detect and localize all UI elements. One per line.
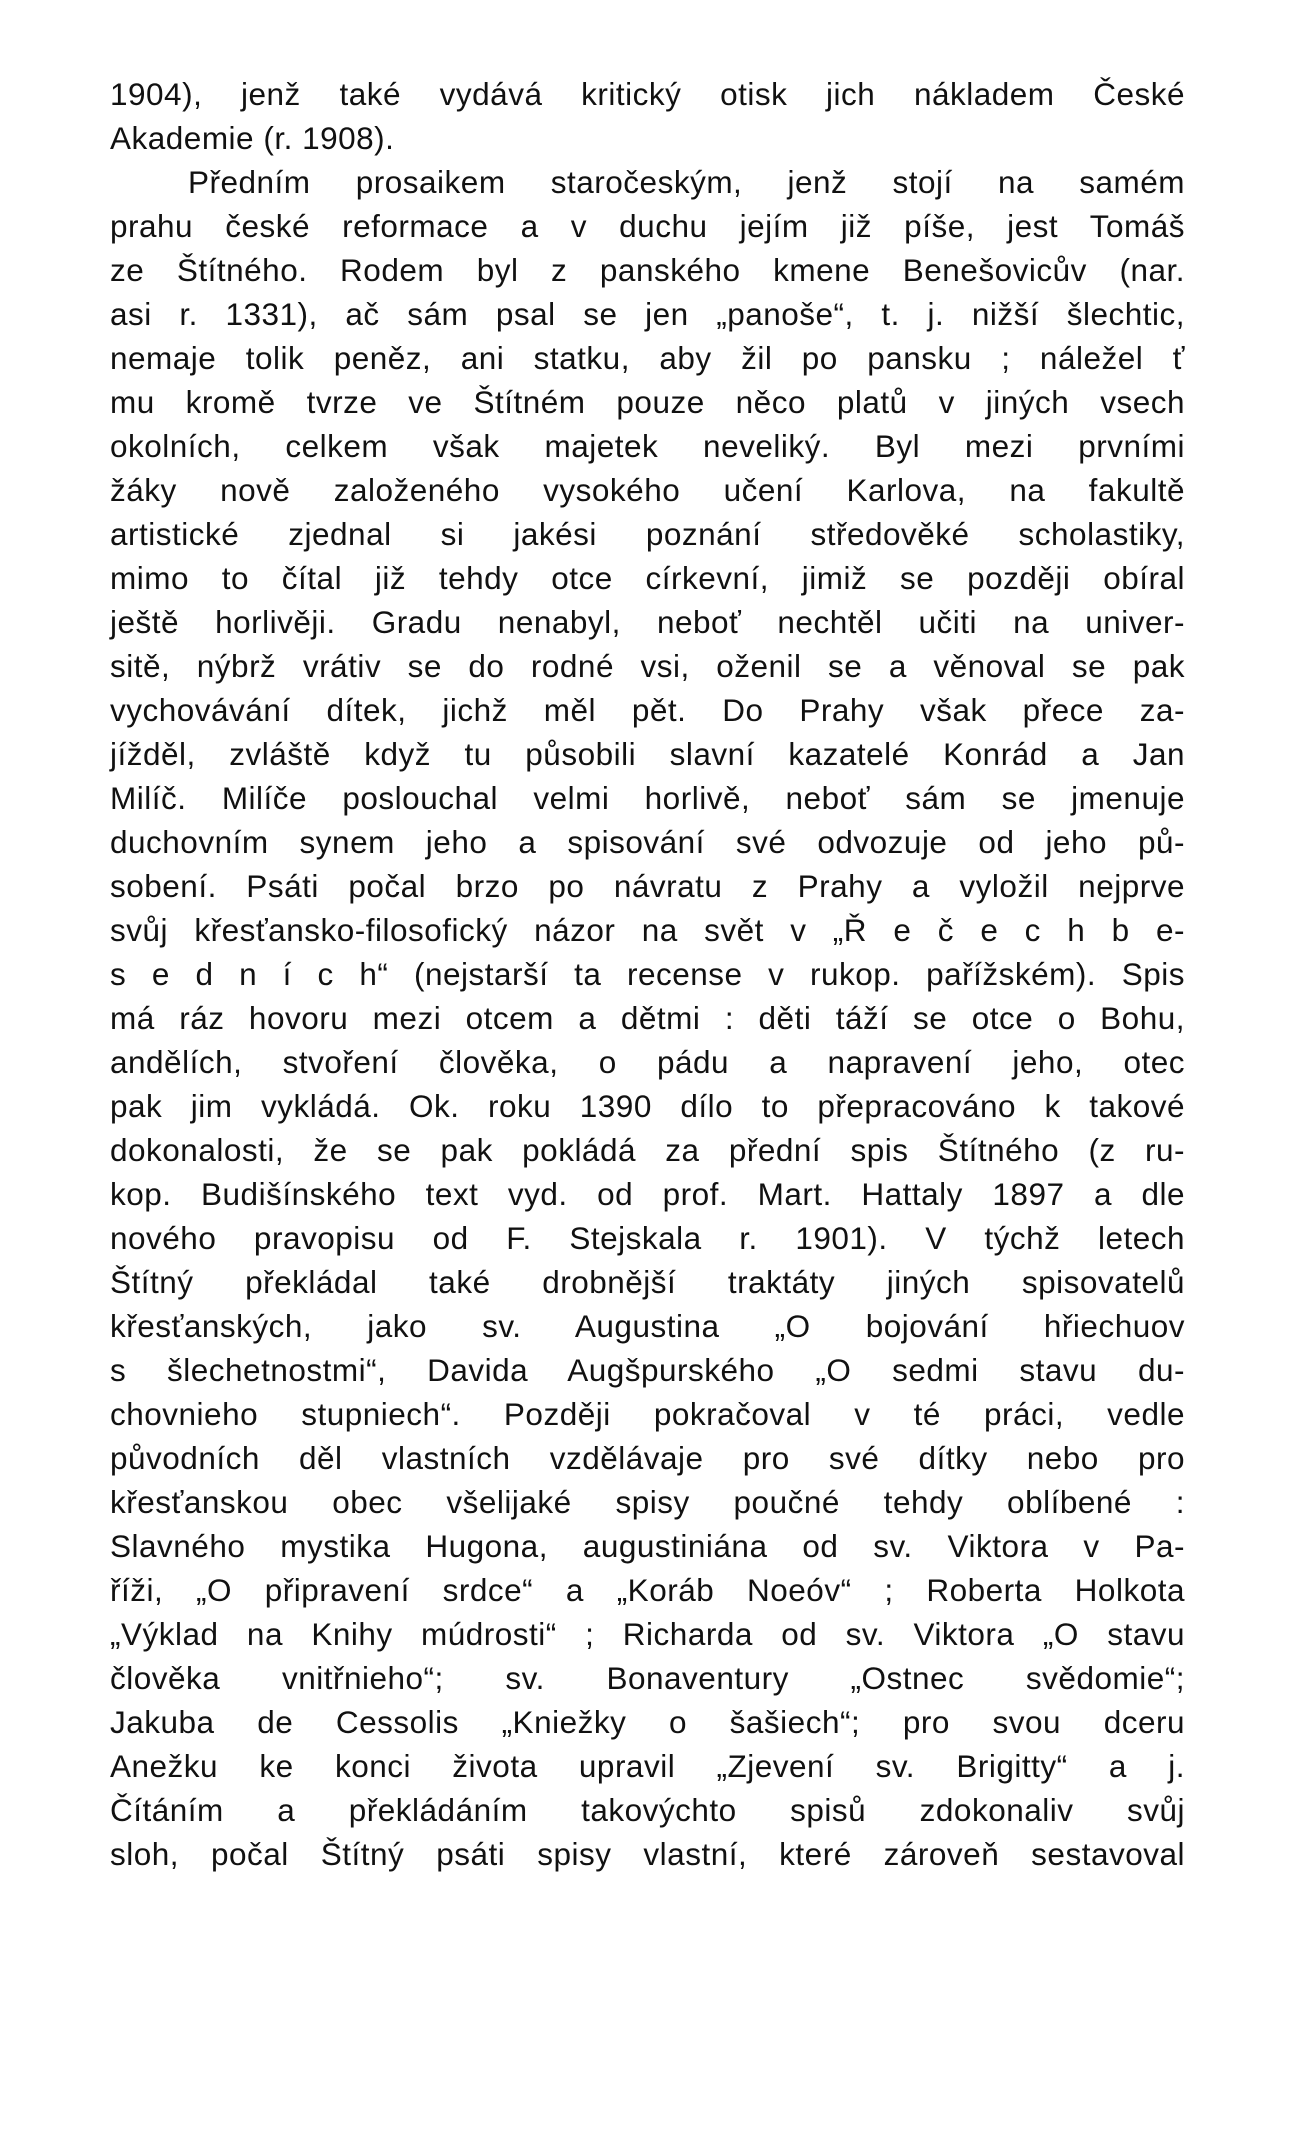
page-body-text: [110, 72, 1185, 1876]
text-line: člověka vnitřnieho“; sv. Bonaventury „Ostnec svědomie“;: [110, 1660, 1185, 1696]
text-line: Jakuba de Cessolis „Kniežky o šašiech“; pro svou dceru: [110, 1704, 1185, 1740]
text-line: „Výklad na Knihy múdrosti“ ; Richarda od sv. Viktora „O stavu: [110, 1616, 1185, 1652]
text-line: sloh, počal Štítný psáti spisy vlastní, které zároveň sestavoval: [110, 1836, 1185, 1872]
text-line: křesťanskou obec všelijaké spisy poučné tehdy oblíbené :: [110, 1484, 1185, 1520]
text-line: ze Štítného. Rodem byl z panského kmene Benešovicův (nar.: [110, 252, 1185, 288]
text-line: Předním prosaikem staročeským, jenž stojí na samém: [188, 164, 1185, 200]
text-line: asi r. 1331), ač sám psal se jen „panoše“, t. j. nižší šlechtic,: [110, 296, 1185, 332]
text-line: Anežku ke konci života upravil „Zjevení sv. Brigitty“ a j.: [110, 1748, 1185, 1784]
text-line: vychovávání dítek, jichž měl pět. Do Prahy však přece za-: [110, 692, 1185, 728]
text-line: Čítáním a překládáním takovýchto spisů zdokonaliv svůj: [110, 1792, 1185, 1828]
text-line: křesťanských, jako sv. Augustina „O bojování hřiechuov: [110, 1308, 1185, 1344]
text-line: Milíč. Milíče poslouchal velmi horlivě, neboť sám se jmenuje: [110, 780, 1185, 816]
text-line: 1904), jenž také vydává kritický otisk jich nákladem České: [110, 76, 1185, 112]
text-line: duchovním synem jeho a spisování své odvozuje od jeho pů-: [110, 824, 1185, 860]
text-line: má ráz hovoru mezi otcem a dětmi : děti táží se otce o Bohu,: [110, 1000, 1185, 1036]
text-line: s šlechetnostmi“, Davida Augšpurského „O sedmi stavu du-: [110, 1352, 1185, 1388]
text-line: pak jim vykládá. Ok. roku 1390 dílo to přepracováno k takové: [110, 1088, 1185, 1124]
text-line: nového pravopisu od F. Stejskala r. 1901). V týchž letech: [110, 1220, 1185, 1256]
text-line: říži, „O připravení srdce“ a „Koráb Noeóv“ ; Roberta Holkota: [110, 1572, 1185, 1608]
text-line: žáky nově založeného vysokého učení Karlova, na fakultě: [110, 472, 1185, 508]
text-line: mu kromě tvrze ve Štítném pouze něco platů v jiných vsech: [110, 384, 1185, 420]
text-line: okolních, celkem však majetek neveliký. Byl mezi prvními: [110, 428, 1185, 464]
text-line: sitě, nýbrž vrátiv se do rodné vsi, oženil se a věnoval se pak: [110, 648, 1185, 684]
text-line: artistické zjednal si jakési poznání středověké scholastiky,: [110, 516, 1185, 552]
text-line: původních děl vlastních vzdělávaje pro své dítky nebo pro: [110, 1440, 1185, 1476]
text-line: mimo to čítal již tehdy otce církevní, jimiž se později obíral: [110, 560, 1185, 596]
text-line: nemaje tolik peněz, ani statku, aby žil po pansku ; náležel ť: [110, 340, 1185, 376]
text-line: ještě horlivěji. Gradu nenabyl, neboť nechtěl učiti na univer-: [110, 604, 1185, 640]
text-line: svůj křesťansko-filosofický názor na svět v „Ř e č e c h b e-: [110, 912, 1185, 948]
text-line: sobení. Psáti počal brzo po návratu z Prahy a vyložil nejprve: [110, 868, 1185, 904]
text-line: dokonalosti, že se pak pokládá za přední spis Štítného (z ru-: [110, 1132, 1185, 1168]
text-line: Štítný překládal také drobnější traktáty jiných spisovatelů: [110, 1264, 1185, 1300]
text-line: kop. Budišínského text vyd. od prof. Mart. Hattaly 1897 a dle: [110, 1176, 1185, 1212]
text-line: prahu české reformace a v duchu jejím již píše, jest Tomáš: [110, 208, 1185, 244]
text-line: s e d n í c h“ (nejstarší ta recense v rukop. pařížském). Spis: [110, 956, 1185, 992]
text-line: Akademie (r. 1908).: [110, 120, 395, 156]
text-line: Slavného mystika Hugona, augustiniána od sv. Viktora v Pa-: [110, 1528, 1185, 1564]
text-line: andělích, stvoření člověka, o pádu a napravení jeho, otec: [110, 1044, 1185, 1080]
text-line: jížděl, zvláště když tu působili slavní kazatelé Konrád a Jan: [110, 736, 1185, 772]
text-line: chovnieho stupniech“. Později pokračoval v té práci, vedle: [110, 1396, 1185, 1432]
